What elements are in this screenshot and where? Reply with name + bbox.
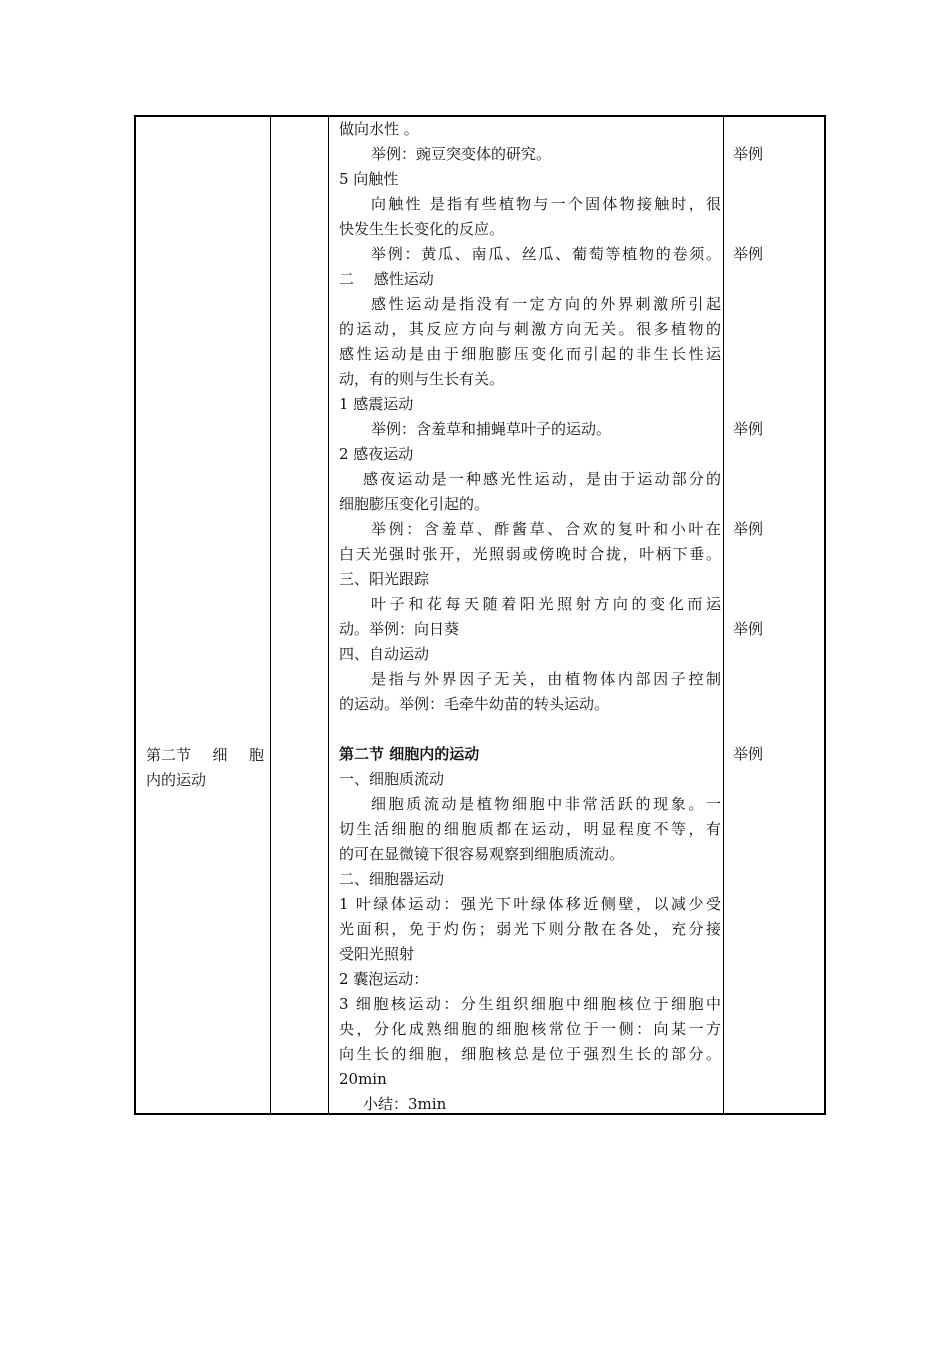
content-line: 2 感夜运动	[339, 445, 414, 463]
content-line: 央，分化成熟细胞的细胞核常位于一侧：向某一方	[339, 1020, 721, 1038]
content-line: 动，有的则与生长有关。	[339, 370, 505, 388]
column-divider-3	[723, 117, 724, 1113]
example-label: 举例	[733, 745, 764, 763]
lesson-table	[134, 115, 826, 1115]
column-divider-1	[270, 117, 271, 1113]
content-line: 三、阳光跟踪	[339, 570, 430, 588]
content-line: 细胞膨压变化引起的。	[339, 495, 490, 513]
example-label: 举例	[733, 520, 764, 538]
content-line: 20min	[339, 1070, 387, 1088]
content-line: 动。举例：向日葵	[339, 620, 460, 638]
content-line: 快发生生长变化的反应。	[339, 220, 505, 238]
content-line: 的运动，其反应方向与刺激方向无关。很多植物的	[339, 320, 721, 338]
content-line: 二、细胞器运动	[339, 870, 445, 888]
content-line: 切生活细胞的细胞质都在运动，明显程度不等，有	[339, 820, 721, 838]
section-label-cell	[146, 743, 264, 793]
section-label-line2: 内的运动	[146, 771, 207, 789]
content-line: 受阳光照射	[339, 945, 415, 963]
content-line: 做向水性 。	[339, 120, 419, 138]
content-line: 5 向触性	[339, 170, 399, 188]
content-line: 是指与外界因子无关，由植物体内部因子控制	[371, 670, 721, 688]
content-line: 感夜运动是一种感光性运动，是由于运动部分的	[363, 470, 721, 488]
content-line	[339, 717, 721, 742]
content-cell	[339, 117, 721, 1117]
content-line: 举例：含羞草、酢酱草、合欢的复叶和小叶在	[371, 520, 721, 538]
example-label: 举例	[733, 245, 764, 263]
example-label: 举例	[733, 420, 764, 438]
content-line: 感性运动是指没有一定方向的外界刺激所引起	[371, 295, 721, 313]
section-label-line1: 第二节 细 胞	[146, 746, 264, 764]
content-line: 光面积，免于灼伤；弱光下则分散在各处，充分接	[339, 920, 721, 938]
content-line: 向触性 是指有些植物与一个固体物接触时，很	[371, 195, 721, 213]
content-line: 叶子和花每天随着阳光照射方向的变化而运	[371, 595, 721, 613]
content-line: 四、自动运动	[339, 645, 430, 663]
content-line: 第二节 细胞内的运动	[339, 745, 480, 763]
content-line: 1 叶绿体运动：强光下叶绿体移近侧壁，以减少受	[339, 895, 721, 913]
content-line: 白天光强时张开，光照弱或傍晚时合拢，叶柄下垂。	[339, 545, 721, 563]
content-line: 小结：3min	[363, 1095, 447, 1113]
content-line: 举例：含羞草和捕蝇草叶子的运动。	[371, 420, 612, 438]
content-line: 举例：黄瓜、南瓜、丝瓜、葡萄等植物的卷须。	[371, 245, 721, 263]
content-line: 的运动。举例：毛牵牛幼苗的转头运动。	[339, 695, 610, 713]
column-divider-2	[328, 117, 329, 1113]
content-line: 3 细胞核运动：分生组织细胞中细胞核位于细胞中	[339, 995, 721, 1013]
content-line: 一、细胞质流动	[339, 770, 445, 788]
content-line: 的可在显微镜下很容易观察到细胞质流动。	[339, 845, 625, 863]
content-line: 二 感性运动	[339, 270, 434, 288]
content-line: 感性运动是由于细胞膨压变化而引起的非生长性运	[339, 345, 721, 363]
content-line: 细胞质流动是植物细胞中非常活跃的现象。一	[371, 795, 721, 813]
content-line: 举例：豌豆突变体的研究。	[371, 145, 552, 163]
content-line: 2 囊泡运动：	[339, 970, 429, 988]
content-line: 1 感震运动	[339, 395, 414, 413]
example-label: 举例	[733, 145, 764, 163]
example-label: 举例	[733, 620, 764, 638]
content-line: 向生长的细胞，细胞核总是位于强烈生长的部分。	[339, 1045, 721, 1063]
